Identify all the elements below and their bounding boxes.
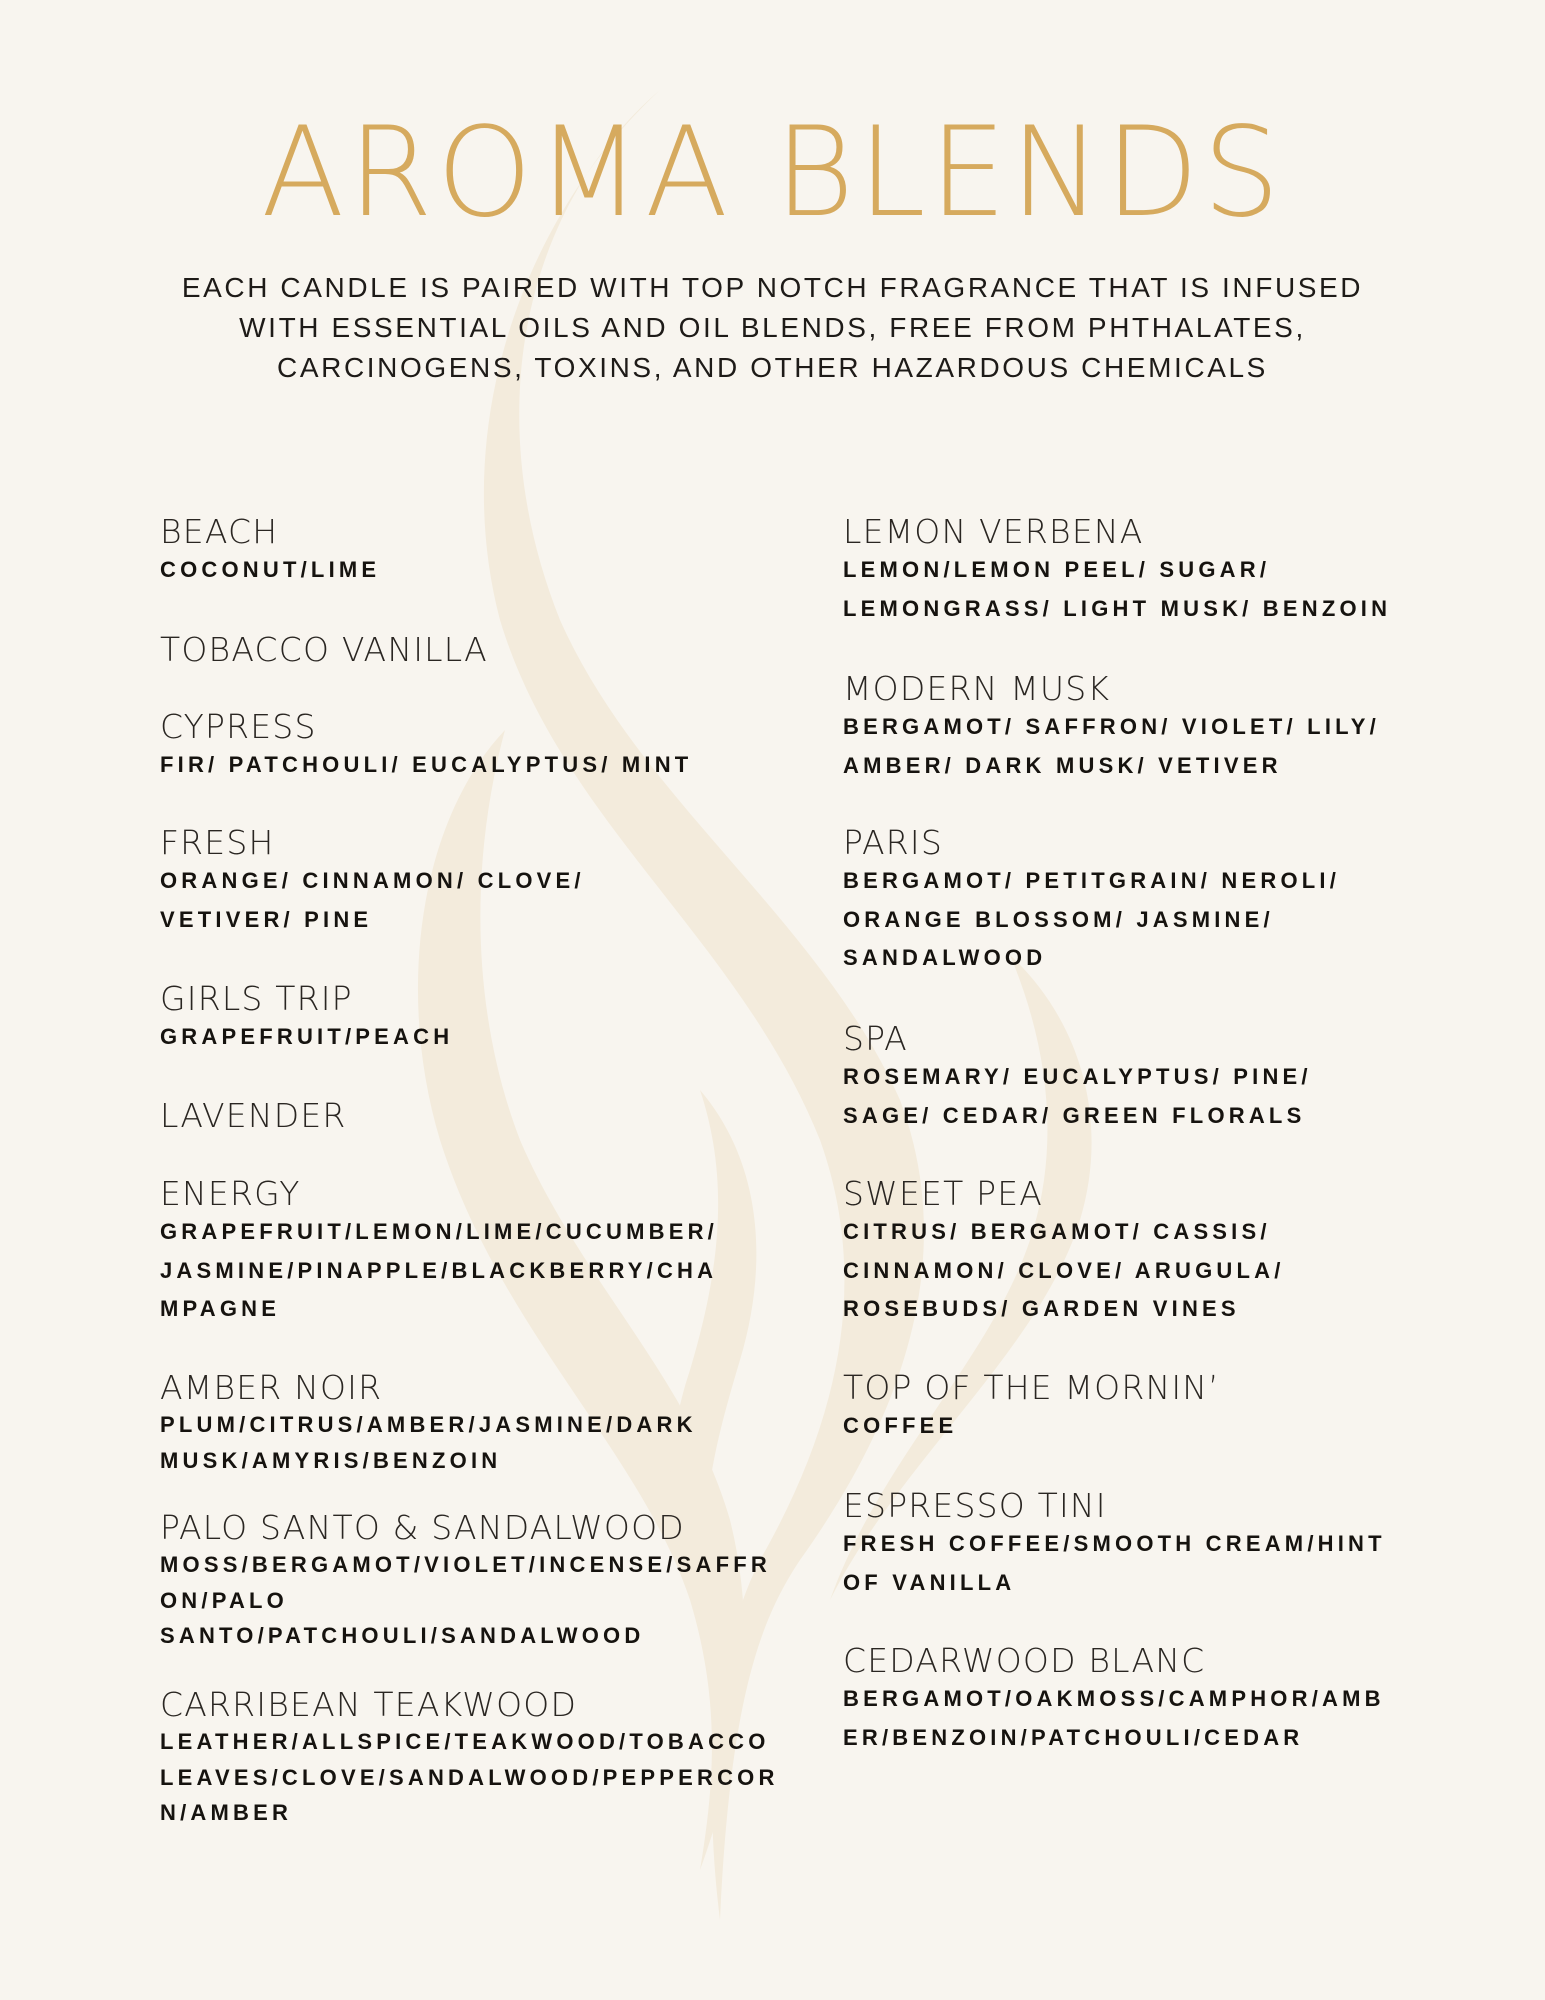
blend-notes [160,1213,718,1329]
blend-note-line: VETIVER/ PINE [160,906,373,932]
blend-note-line: GRAPEFRUIT/LEMON/LIME/CUCUMBER/ [160,1219,718,1244]
blend-note-line: ROSEBUDS/ GARDEN VINES [843,1296,1240,1321]
blend-tobacco-vanilla [160,631,488,669]
blend-modern-musk [843,670,1380,785]
blend-note-line: PLUM/CITRUS/AMBER/JASMINE/DARK [160,1412,697,1437]
subtitle-line: EACH CANDLE IS PAIRED WITH TOP NOTCH FRAGRANCE THAT IS INFUSED [181,272,1364,303]
blend-name: MODERN MUSK [843,669,1111,708]
blend-notes [843,551,1391,628]
blend-name: AMBER NOIR [160,1368,383,1407]
blend-note-line: CINNAMON/ CLOVE/ ARUGULA/ [843,1257,1285,1283]
blend-note-line: FIR/ PATCHOULI/ EUCALYPTUS/ MINT [160,752,693,777]
blend-name: TOBACCO VANILLA [160,630,488,669]
blend-notes [843,1213,1285,1329]
blend-note-line: SANDALWOOD [843,945,1047,970]
blend-name: SWEET PEA [843,1174,1044,1213]
blend-note-line: LEMONGRASS/ LIGHT MUSK/ BENZOIN [843,595,1392,621]
blend-name: BEACH [160,512,279,551]
blend-note-line: ROSEMARY/ EUCALYPTUS/ PINE/ [843,1064,1312,1089]
blend-note-line: COFFEE [843,1413,958,1438]
blend-name: CEDARWOOD BLANC [843,1641,1206,1680]
blend-note-line: ON/PALO [160,1587,288,1613]
blend-note-line: FRESH COFFEE/SMOOTH CREAM/HINT [843,1531,1386,1556]
blend-notes [160,1547,771,1654]
blend-note-line: SANTO/PATCHOULI/SANDALWOOD [160,1623,645,1648]
blend-note-line: AMBER/ DARK MUSK/ VETIVER [843,752,1282,778]
blend-name: CYPRESS [160,707,317,746]
page-title: AROMA BLENDS [261,101,1284,245]
blend-note-line: MUSK/AMYRIS/BENZOIN [160,1447,502,1473]
blend-note-line: JASMINE/PINAPPLE/BLACKBERRY/CHA [160,1257,718,1283]
blend-name: TOP OF THE MORNIN’ [843,1368,1220,1407]
blend-name: ESPRESSO TINI [843,1486,1107,1525]
blend-notes [843,1058,1312,1135]
blend-name: PALO SANTO & SANDALWOOD [160,1508,685,1547]
subtitle [0,268,1545,388]
blend-notes [160,862,585,939]
blend-spa [843,1020,1312,1135]
blend-name: LEMON VERBENA [843,512,1144,551]
blend-girls-trip [160,980,453,1057]
blend-note-line: BERGAMOT/OAKMOSS/CAMPHOR/AMB [843,1686,1385,1711]
blend-paris [843,824,1340,978]
blend-energy [160,1175,718,1329]
blend-name: LAVENDER [160,1096,347,1135]
blend-name: CARRIBEAN TEAKWOOD [160,1685,578,1724]
blend-note-line: SAGE/ CEDAR/ GREEN FLORALS [843,1102,1306,1128]
blend-note-line: MPAGNE [160,1296,281,1321]
blend-note-line: ORANGE BLOSSOM/ JASMINE/ [843,906,1274,932]
blend-cypress [160,708,692,785]
blend-beach [160,513,380,590]
blend-notes [843,1407,1220,1446]
blend-name: FRESH [160,823,275,862]
blend-palo-santo-sandalwood [160,1509,771,1654]
blend-note-line: BERGAMOT/ SAFFRON/ VIOLET/ LILY/ [843,714,1380,739]
blend-notes [843,1680,1385,1757]
blend-notes [843,862,1340,978]
blend-sweet-pea [843,1175,1285,1329]
blend-top-of-the-mornin [843,1369,1220,1446]
blend-lemon-verbena [843,513,1391,628]
blend-note-line: BERGAMOT/ PETITGRAIN/ NEROLI/ [843,868,1341,893]
blend-name: PARIS [843,823,943,862]
blend-note-line: OF VANILLA [843,1569,1016,1595]
blend-amber-noir [160,1369,697,1478]
blend-notes [843,1525,1386,1602]
blend-note-line: GRAPEFRUIT/PEACH [160,1024,454,1049]
blend-note-line: MOSS/BERGAMOT/VIOLET/INCENSE/SAFFR [160,1552,771,1577]
blend-notes [160,551,380,590]
blend-note-line: ER/BENZOIN/PATCHOULI/CEDAR [843,1724,1304,1750]
blend-note-line: LEATHER/ALLSPICE/TEAKWOOD/TOBACCO [160,1729,770,1754]
blend-notes [160,746,692,785]
blend-cedarwood-blanc [843,1642,1385,1757]
blend-carribean-teakwood [160,1686,779,1831]
blend-name: SPA [843,1019,908,1058]
blend-notes [160,1724,779,1831]
blend-note-line: ORANGE/ CINNAMON/ CLOVE/ [160,868,585,893]
blend-notes [160,1018,453,1057]
blend-fresh [160,824,585,939]
blend-note-line: LEMON/LEMON PEEL/ SUGAR/ [843,557,1271,582]
blend-notes [843,708,1380,785]
blend-name: ENERGY [160,1174,301,1213]
blend-notes [160,1407,697,1478]
blend-note-line: LEAVES/CLOVE/SANDALWOOD/PEPPERCOR [160,1764,779,1790]
subtitle-line: CARCINOGENS, TOXINS, AND OTHER HAZARDOUS CHEMICALS [277,352,1268,383]
subtitle-line: WITH ESSENTIAL OILS AND OIL BLENDS, FREE FROM PHTHALATES, [239,312,1306,343]
blend-lavender [160,1097,347,1135]
blend-espresso-tini [843,1487,1386,1602]
blend-note-line: CITRUS/ BERGAMOT/ CASSIS/ [843,1219,1271,1244]
blend-name: GIRLS TRIP [160,979,353,1018]
blend-note-line: COCONUT/LIME [160,557,381,582]
blend-note-line: N/AMBER [160,1800,293,1825]
